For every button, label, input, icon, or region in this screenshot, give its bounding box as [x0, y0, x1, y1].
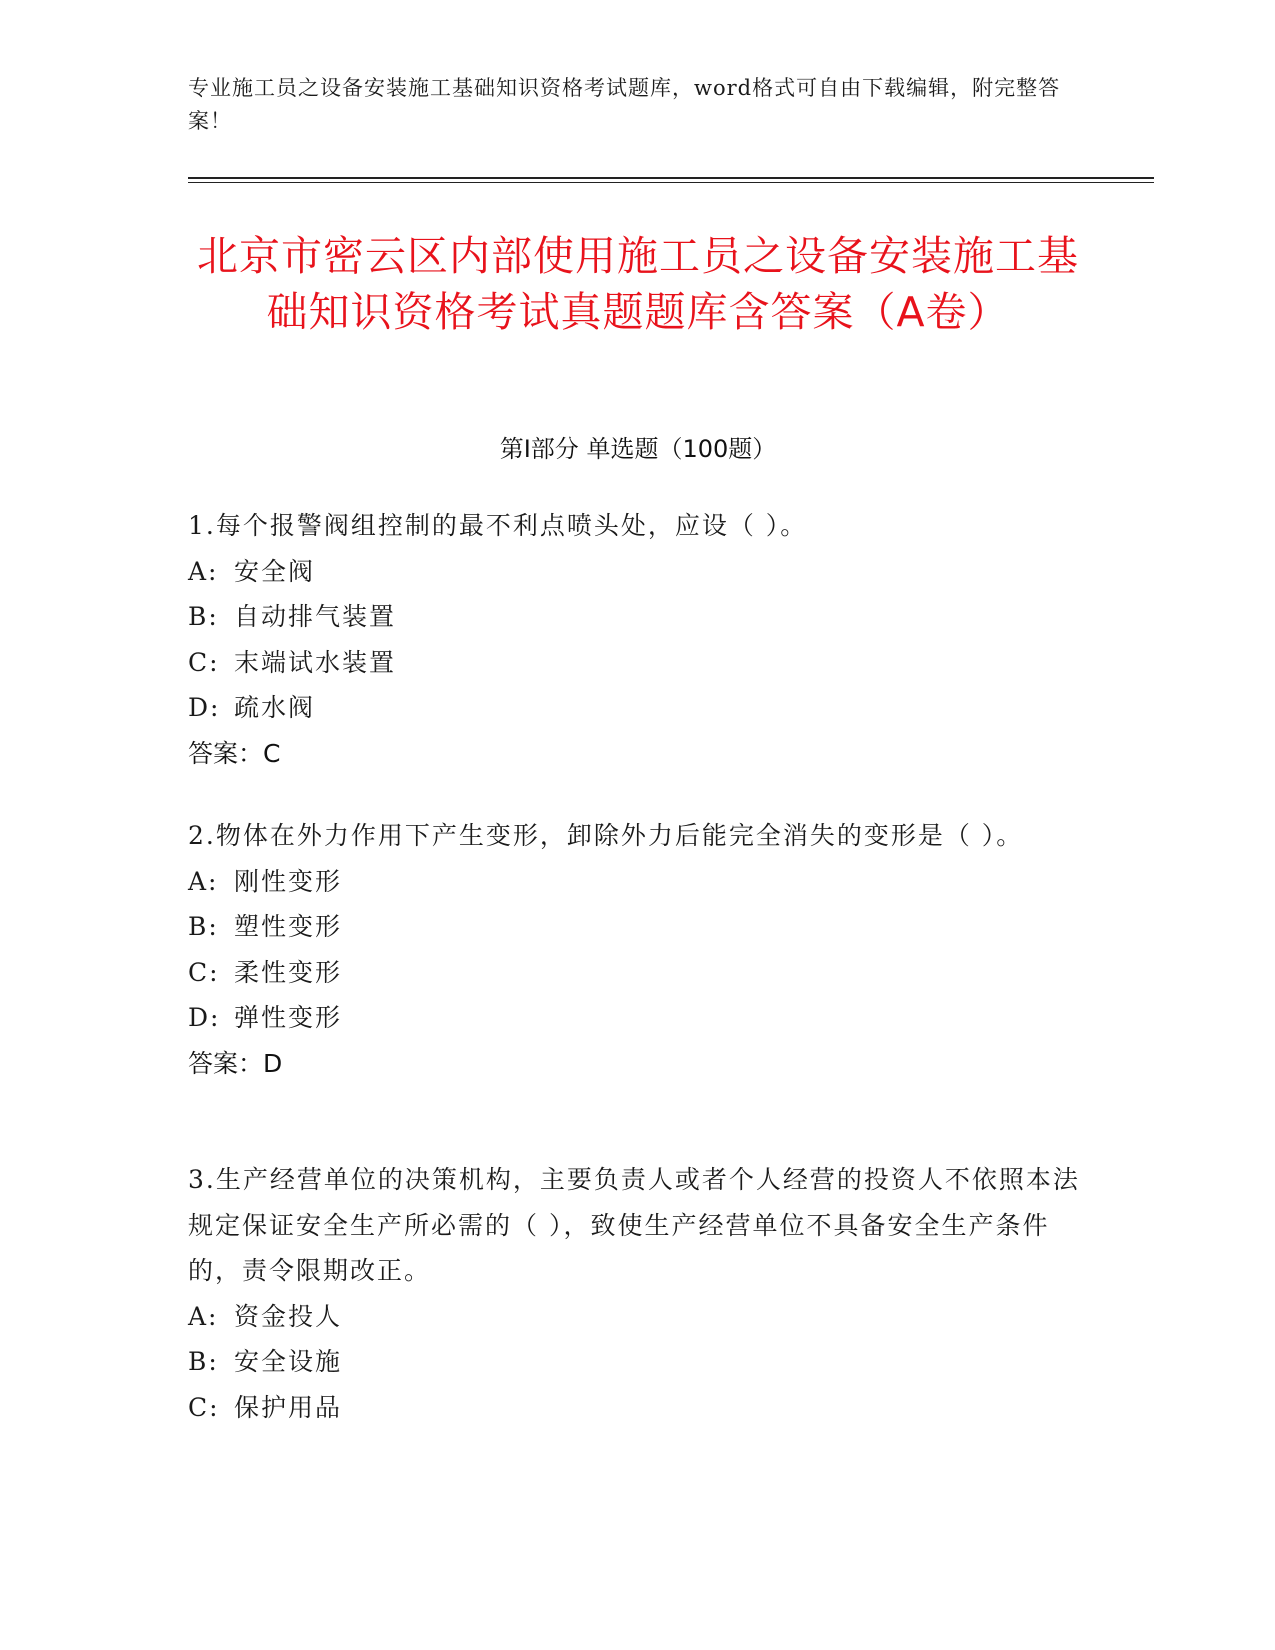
- question-block-1: [188, 503, 1088, 776]
- header-divider-thick: [188, 177, 1154, 179]
- option-b: [188, 1339, 1088, 1385]
- option-text: 资金投人: [234, 1301, 343, 1331]
- option-text: 塑性变形: [234, 912, 343, 941]
- question-block-2: [188, 813, 1088, 1086]
- option-label: D:: [188, 1003, 221, 1032]
- option-label: D:: [188, 693, 221, 722]
- option-b: [188, 904, 1088, 950]
- option-a: [188, 549, 1088, 595]
- option-text: 弹性变形: [234, 1003, 343, 1032]
- option-c: [188, 640, 1088, 686]
- question-block-3: [188, 1157, 1088, 1430]
- document-title: 北京市密云区内部使用施工员之设备安装施工基础知识资格考试真题题库含答案（A卷）: [197, 232, 1079, 336]
- option-d: [188, 995, 1088, 1041]
- option-label: A:: [188, 1301, 219, 1331]
- option-c: [188, 1385, 1088, 1431]
- question-text: 3.生产经营单位的决策机构，主要负责人或者个人经营的投资人不依照本法规定保证安全生产所必需的（ ），致使生产经营单位不具备安全生产条件的，责令限期改正。: [188, 1165, 1080, 1285]
- option-label: C:: [188, 1392, 220, 1422]
- option-label: B:: [188, 1347, 219, 1376]
- option-label: B:: [188, 602, 219, 631]
- option-label: C:: [188, 647, 220, 677]
- option-text: 末端试水装置: [234, 647, 397, 677]
- option-text: 柔性变形: [234, 957, 343, 987]
- option-label: A:: [188, 556, 219, 586]
- option-label: A:: [188, 866, 219, 896]
- section-heading: 第I部分 单选题（100题）: [499, 435, 777, 463]
- option-text: 保护用品: [234, 1392, 343, 1422]
- option-a: [188, 859, 1088, 905]
- option-label: B:: [188, 912, 219, 941]
- answer-line: 答案：C: [188, 738, 281, 768]
- option-text: 疏水阀: [234, 693, 316, 722]
- option-d: [188, 685, 1088, 731]
- answer-line: 答案：D: [188, 1048, 283, 1078]
- option-text: 安全设施: [234, 1347, 343, 1376]
- header-divider-thin: [188, 182, 1154, 183]
- option-c: [188, 950, 1088, 996]
- option-label: C:: [188, 957, 220, 987]
- option-text: 自动排气装置: [234, 602, 397, 631]
- option-a: [188, 1294, 1088, 1340]
- question-text: 2.物体在外力作用下产生变形，卸除外力后能完全消失的变形是（ ）。: [188, 821, 1024, 850]
- question-text: 1.每个报警阀组控制的最不利点喷头处，应设（ ）。: [188, 511, 808, 540]
- header-note: 专业施工员之设备安装施工基础知识资格考试题库，word格式可自由下载编辑，附完整答案！: [188, 76, 1061, 133]
- option-text: 安全阀: [234, 556, 316, 586]
- option-b: [188, 594, 1088, 640]
- option-text: 刚性变形: [234, 866, 343, 896]
